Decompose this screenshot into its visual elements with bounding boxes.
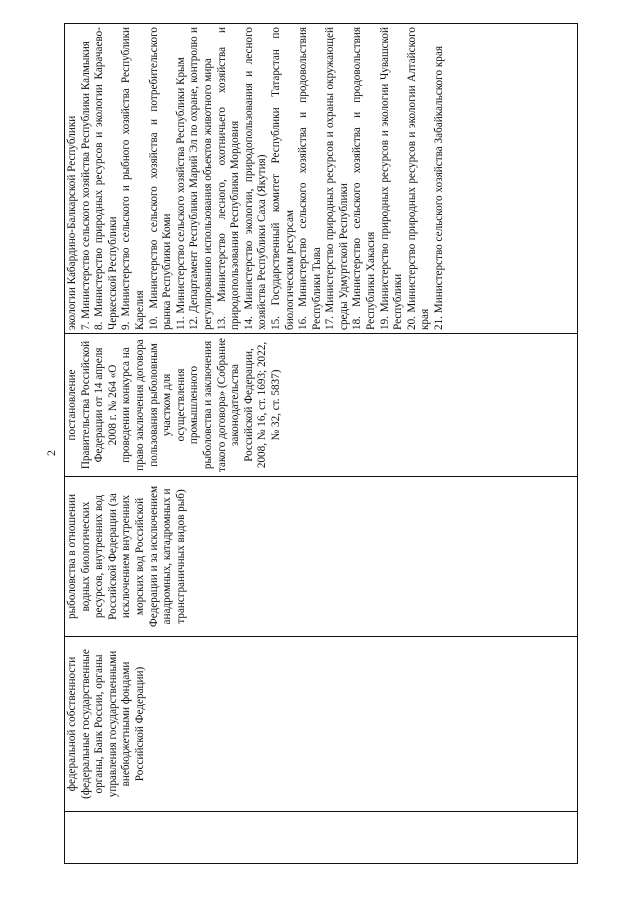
agency-item: 16. Министерство сельского хозяйства и продовольствия Республики Тыва (297, 27, 323, 330)
agency-item: 12. Департамент Республики Марий Эл по охране, контролю и регулированию использования объектов животного мира (188, 27, 214, 330)
payer-text: федеральной собственности (федеральные государственные органы, Банк России, органы управления государственными внебюджетными фондами Российской Федерации) (66, 649, 146, 799)
basis-text: постановление Правительства Российской Федерации от 14 апреля 2008 г. № 264 «О проведении конкурса на право заключения договора пользования рыболовным участком для осуществления промышленного рыболовства и заключения такого договора» (Собрание законодательства Российской Федерации, 2008, № 16, ст. 1693; 2022, № 32, ст. 5837) (66, 337, 282, 473)
agency-item: 17. Министерство природных ресурсов и охраны окружающей среды Удмуртской Республики (324, 27, 350, 330)
document-table (64, 23, 578, 864)
agencies-cell (65, 24, 578, 334)
agency-item: 21. Министерство сельского хозяйства Забайкальского края (433, 46, 446, 330)
agency-item: 11. Министерство сельского хозяйства Республики Крым (174, 57, 187, 330)
agency-item: 8. Министерство природных ресурсов и экологии Карачаево-Черкесской Республики (93, 27, 119, 330)
agency-item: 14. Министерство экологии, природопользования и лесного хозяйства Республики Саха (Якутия) (242, 27, 269, 330)
basis-cell (65, 334, 578, 477)
payer-cell (65, 637, 578, 812)
table-row (65, 24, 578, 864)
agency-item: 19. Министерство природных ресурсов и экологии Чувашской Республики (378, 27, 405, 330)
page-number: 2 (44, 450, 58, 456)
activity-cell (65, 477, 578, 637)
agency-item: 7. Министерство сельского хозяйства Республики Калмыкия (79, 41, 92, 330)
agency-list (66, 27, 447, 330)
agency-item: 15. Государственный комитет Республики Татарстан по биологическим ресурсам (269, 27, 296, 330)
agency-item: 9. Министерство сельского и рыбного хозяйства Республики Карелия (120, 27, 146, 330)
activity-text: рыболовства в отношении водных биологических ресурсов, внутренних вод Российской Федерации (за исключением внутренних морских вод Российской Федерации и за исключением анадромных, катадромных и трансграничных видов рыб) (66, 485, 187, 628)
rotated-table-container (64, 24, 578, 864)
agency-item: 10. Министерство сельского хозяйства и потребительского рынка Республики Коми (147, 27, 174, 330)
agency-item: экологии Кабардино-Балкарской Республики (66, 115, 78, 330)
agency-item: 13. Министерство лесного, охотничьего хозяйства и природопользования Республики Мордовия (215, 27, 242, 330)
agency-item: 20. Министерство природных ресурсов и экологии Алтайского края (405, 27, 432, 330)
number-cell (65, 812, 578, 864)
agency-item: 18. Министерство сельского хозяйства и продовольствия Республики Хакасия (351, 27, 378, 330)
